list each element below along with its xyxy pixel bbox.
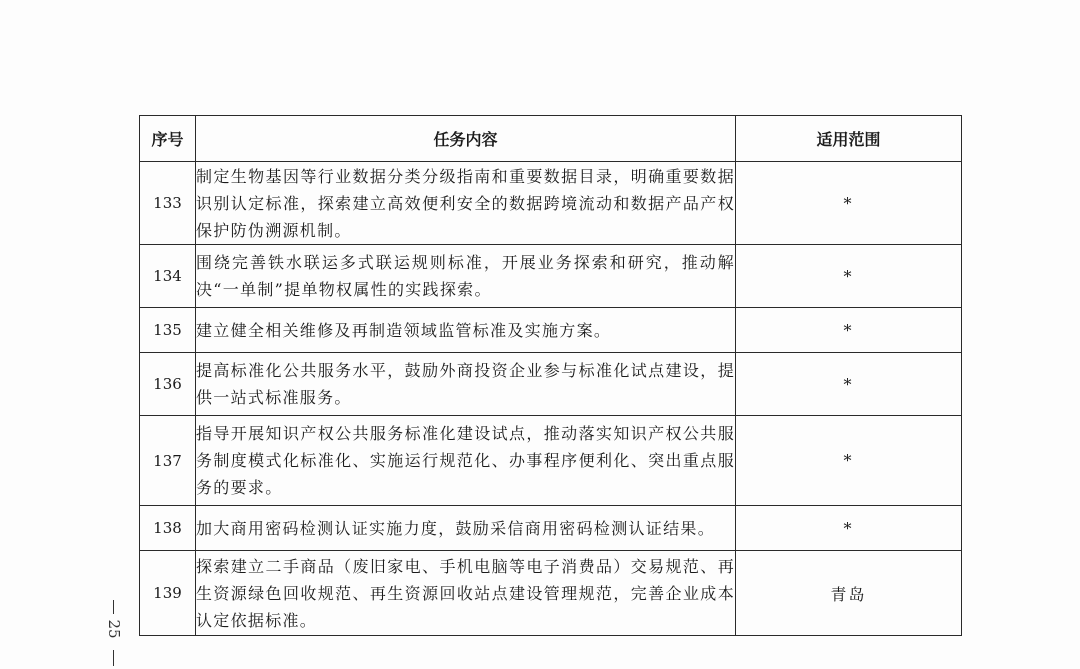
row-scope: * bbox=[736, 162, 962, 245]
table-row bbox=[140, 162, 962, 245]
row-number: 133 bbox=[140, 162, 196, 245]
row-content: 探索建立二手商品（废旧家电、手机电脑等电子消费品）交易规范、再生资源绿色回收规范、再生资源回收站点建设管理规范，完善企业成本认定依据标准。 bbox=[196, 551, 736, 636]
row-scope: 青岛 bbox=[736, 551, 962, 636]
row-content: 制定生物基因等行业数据分类分级指南和重要数据目录，明确重要数据识别认定标准，探索建立高效便利安全的数据跨境流动和数据产品产权保护防伪溯源机制。 bbox=[196, 162, 736, 245]
row-scope: * bbox=[736, 506, 962, 551]
page-number-dash-bottom bbox=[113, 650, 114, 666]
table-row bbox=[140, 551, 962, 636]
row-number: 136 bbox=[140, 353, 196, 416]
row-content: 加大商用密码检测认证实施力度，鼓励采信商用密码检测认证结果。 bbox=[196, 506, 736, 551]
row-scope: * bbox=[736, 353, 962, 416]
header-no: 序号 bbox=[140, 116, 196, 162]
table-header-row bbox=[140, 116, 962, 162]
header-content: 任务内容 bbox=[196, 116, 736, 162]
row-scope: * bbox=[736, 416, 962, 506]
table-row bbox=[140, 353, 962, 416]
row-content: 指导开展知识产权公共服务标准化建设试点，推动落实知识产权公共服务制度模式化标准化、实施运行规范化、办事程序便利化、突出重点服务的要求。 bbox=[196, 416, 736, 506]
table-row bbox=[140, 506, 962, 551]
table-row bbox=[140, 308, 962, 353]
table-row bbox=[140, 416, 962, 506]
row-number: 137 bbox=[140, 416, 196, 506]
row-number: 138 bbox=[140, 506, 196, 551]
table-row bbox=[140, 245, 962, 308]
row-content: 围绕完善铁水联运多式联运规则标准，开展业务探索和研究，推动解决“一单制”提单物权属性的实践探索。 bbox=[196, 245, 736, 308]
row-number: 135 bbox=[140, 308, 196, 353]
row-number: 134 bbox=[140, 245, 196, 308]
page-number-marker bbox=[102, 600, 126, 666]
page-number: 25 bbox=[105, 619, 123, 639]
task-table bbox=[139, 115, 962, 636]
row-scope: * bbox=[736, 308, 962, 353]
row-content: 建立健全相关维修及再制造领域监管标准及实施方案。 bbox=[196, 308, 736, 353]
page-number-dash-top bbox=[113, 600, 114, 614]
header-scope: 适用范围 bbox=[736, 116, 962, 162]
row-number: 139 bbox=[140, 551, 196, 636]
row-scope: * bbox=[736, 245, 962, 308]
row-content: 提高标准化公共服务水平，鼓励外商投资企业参与标准化试点建设，提供一站式标准服务。 bbox=[196, 353, 736, 416]
